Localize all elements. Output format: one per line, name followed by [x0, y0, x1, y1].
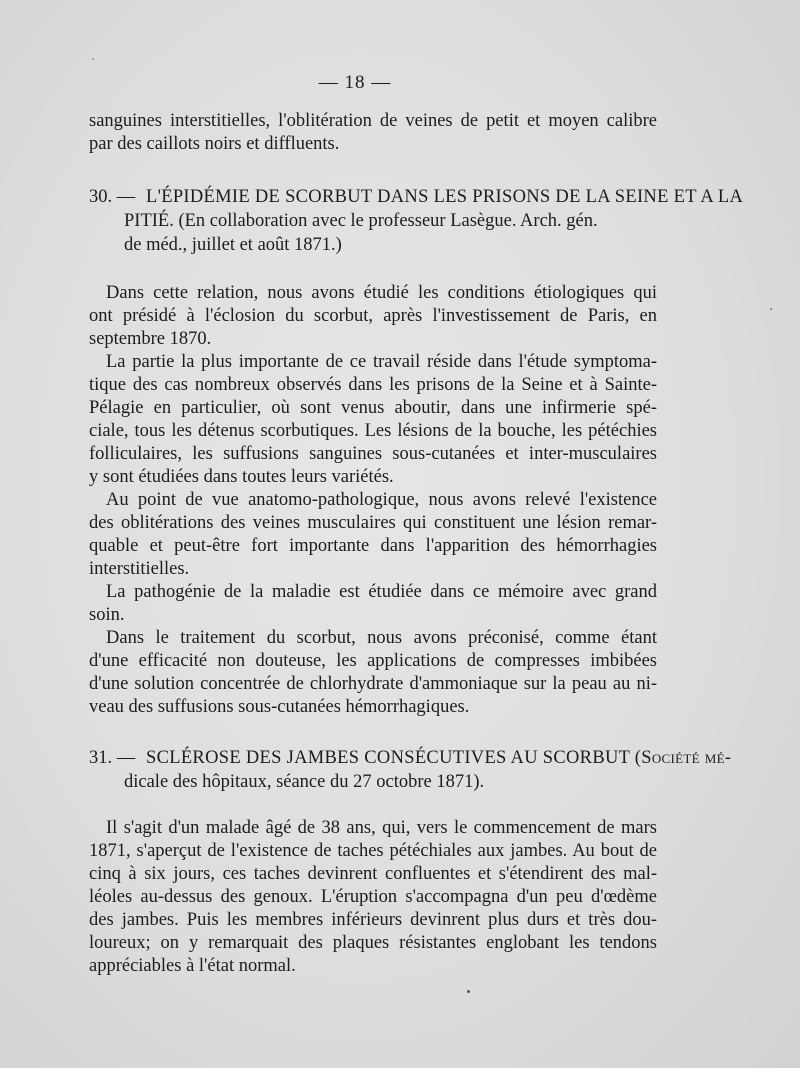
- entry31-p1-line-3: cinq à six jours, ces taches devinrent confluentes et s'étendirent des mal-: [89, 864, 657, 884]
- entry30-p3-line-1: Au point de vue anatomo-pathologique, nous avons relevé l'existence: [106, 490, 657, 510]
- entry30-heading-line-2: PITIÉ. (En collaboration avec le professeur Lasègue. Arch. gén.: [124, 211, 598, 231]
- entry30-p5-line-3: d'une solution concentrée de chlorhydrate d'ammoniaque sur la peau au ni-: [89, 674, 657, 694]
- entry31-number: 31. —: [89, 748, 136, 768]
- entry30-p4-line-1: La pathogénie de la maladie est étudiée dans ce mémoire avec grand: [106, 582, 657, 602]
- paper-speck: [770, 308, 772, 310]
- entry30-p3-line-4: interstitielles.: [89, 559, 190, 579]
- entry31-p1-line-1: Il s'agit d'un malade âgé de 38 ans, qui, vers le commencement de mars: [106, 818, 657, 838]
- intro-line-2: par des caillots noirs et diffluents.: [89, 134, 340, 154]
- intro-line-1: sanguines interstitielles, l'oblitération de veines de petit et moyen calibre: [89, 111, 657, 131]
- entry30-p5-line-1: Dans le traitement du scorbut, nous avons préconisé, comme étant: [106, 628, 657, 648]
- entry30-p5-line-2: d'une efficacité non douteuse, les applications de compresses imbibées: [89, 651, 657, 671]
- entry30-p3-line-3: quable et peut-être fort importante dans l'apparition des hémorrhagies: [89, 536, 657, 556]
- entry31-p1-line-7: appréciables à l'état normal.: [89, 956, 296, 976]
- entry30-p5-line-4: veau des suffusions sous-cutanées hémorrhagiques.: [89, 697, 470, 717]
- entry30-p2-line-4: ciale, tous les détenus scorbutiques. Les lésions de la bouche, les pétéchies: [89, 421, 657, 441]
- entry31-p1-line-6: loureux; on y remarquait des plaques résistantes englobant les tendons: [89, 933, 657, 953]
- entry30-p1-line-3: septembre 1870.: [89, 329, 212, 349]
- paper-speck: [92, 58, 94, 60]
- entry30-p2-line-5: folliculaires, les suffusions sanguines sous-cutanées et inter-musculaires: [89, 444, 657, 464]
- entry30-p3-line-2: des oblitérations des veines musculaires qui constituent une lésion remar-: [89, 513, 657, 533]
- entry30-p2-line-3: Pélagie en particulier, où sont venus aboutir, dans une infirmerie spé-: [89, 398, 657, 418]
- entry31-p1-line-4: léoles au-dessus des genoux. L'éruption s'accompagna d'un peu d'œdème: [89, 887, 657, 907]
- entry30-heading-line-3: de méd., juillet et août 1871.): [124, 235, 342, 255]
- entry30-number: 30. —: [89, 187, 136, 207]
- entry30-p2-line-6: y sont étudiées dans toutes leurs variétés.: [89, 467, 394, 487]
- page-number: — 18 —: [318, 72, 392, 93]
- entry30-p1-line-1: Dans cette relation, nous avons étudié les conditions étiologiques qui: [106, 283, 657, 303]
- entry31-p1-line-2: 1871, s'aperçut de l'existence de taches pétéchiales aux jambes. Au bout de: [89, 841, 657, 861]
- entry30-p2-line-2: tique des cas nombreux observés dans les prisons de la Seine et à Sainte-: [89, 375, 657, 395]
- paper-speck: [467, 990, 470, 993]
- entry30-p1-line-2: ont présidé à l'éclosion du scorbut, après l'investissement de Paris, en: [89, 306, 657, 326]
- entry30-p4-line-2: soin.: [89, 605, 125, 625]
- entry31-p1-line-5: des jambes. Puis les membres inférieurs devinrent plus durs et très dou-: [89, 910, 657, 930]
- entry30-heading-line-1: L'ÉPIDÉMIE DE SCORBUT DANS LES PRISONS DE LA SEINE ET A LA: [146, 187, 744, 207]
- entry30-p2-line-1: La partie la plus importante de ce travail réside dans l'étude symptoma-: [106, 352, 657, 372]
- entry31-heading-line-1: SCLÉROSE DES JAMBES CONSÉCUTIVES AU SCORBUT (Société mé-: [146, 748, 732, 768]
- entry31-heading-line-2: dicale des hôpitaux, séance du 27 octobre 1871).: [124, 772, 485, 792]
